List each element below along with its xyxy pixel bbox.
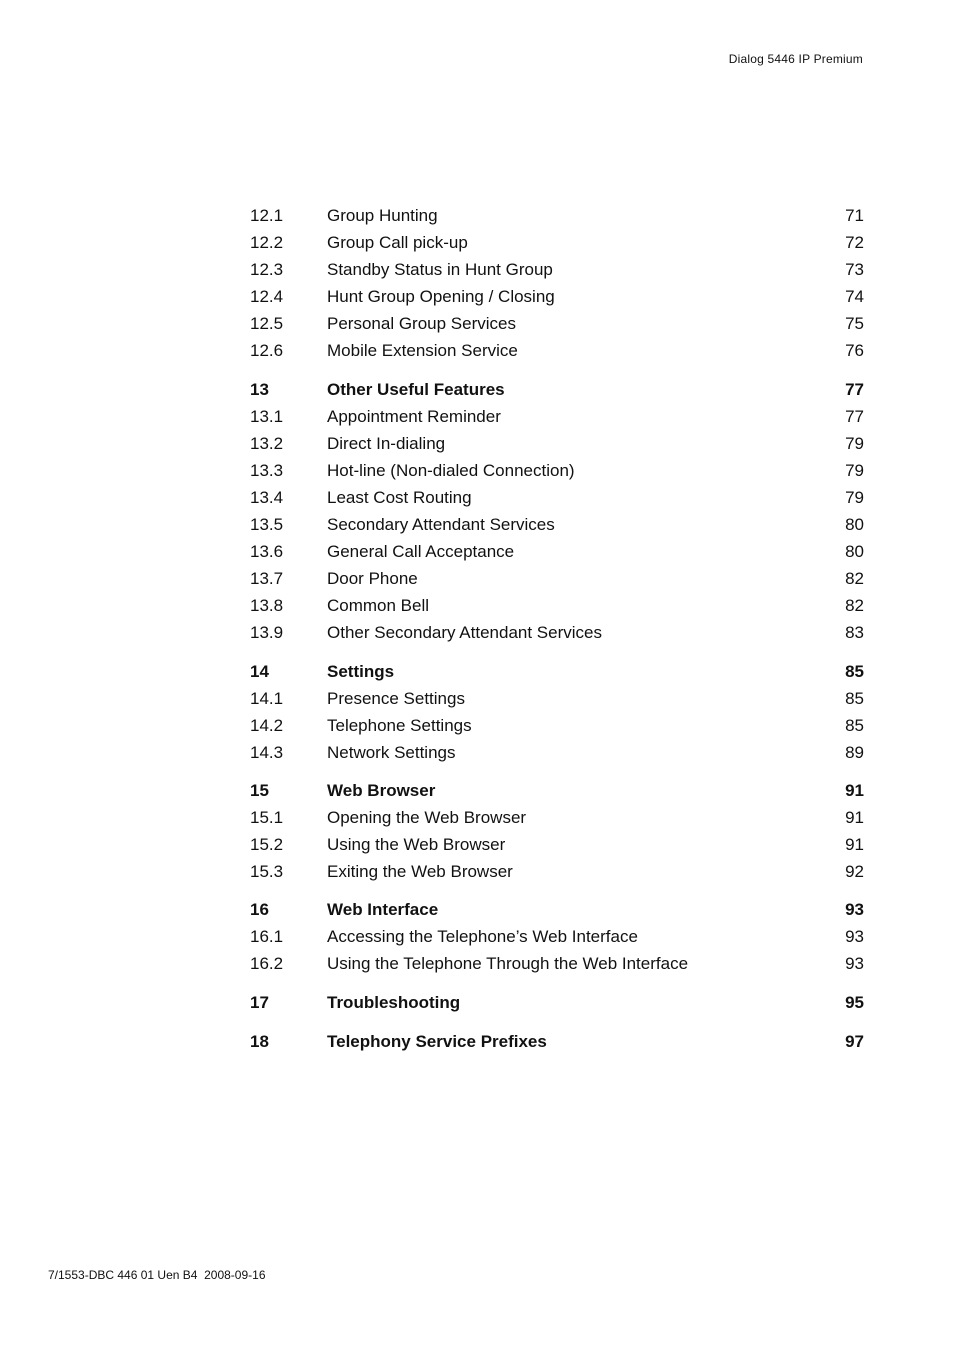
toc-entry-page-number: 93 bbox=[845, 954, 864, 974]
toc-entry-number: 13.7 bbox=[250, 569, 284, 589]
toc-entry-title: Direct In-dialing bbox=[327, 433, 446, 453]
toc-entry-page-number: 83 bbox=[845, 623, 864, 643]
toc-entry-page-number: 85 bbox=[845, 715, 864, 735]
toc-section-entry[interactable] bbox=[250, 619, 864, 646]
toc-entry-title: Common Bell bbox=[327, 596, 430, 616]
toc-entry-title: Door Phone bbox=[327, 569, 418, 589]
toc-section-entry[interactable] bbox=[250, 804, 864, 831]
toc-entry-title: Standby Status in Hunt Group bbox=[327, 260, 553, 280]
toc-entry-page-number: 79 bbox=[845, 487, 864, 507]
toc-section-entry[interactable] bbox=[250, 457, 864, 484]
toc-entry-page-number: 79 bbox=[845, 460, 864, 480]
toc-entry-number: 14.1 bbox=[250, 688, 284, 708]
toc-entry-page-number: 77 bbox=[845, 406, 864, 426]
toc-section-entry[interactable] bbox=[250, 310, 864, 337]
toc-entry-page-number: 85 bbox=[845, 688, 864, 708]
table-of-contents bbox=[250, 202, 864, 1055]
toc-entry-number: 16.2 bbox=[250, 954, 284, 974]
toc-section-entry[interactable] bbox=[250, 430, 864, 457]
toc-entry-title: Network Settings bbox=[327, 742, 456, 762]
toc-entry-number: 13.3 bbox=[250, 460, 284, 480]
toc-entry-number: 12.3 bbox=[250, 260, 284, 280]
toc-entry-title: Web Browser bbox=[327, 780, 436, 800]
footer-document-reference bbox=[48, 1268, 266, 1282]
toc-entry-number: 15.2 bbox=[250, 835, 284, 855]
toc-entry-page-number: 91 bbox=[845, 835, 864, 855]
toc-entry-title: Using the Web Browser bbox=[327, 835, 506, 855]
toc-entry-number: 13.6 bbox=[250, 542, 284, 562]
toc-entry-number: 12.6 bbox=[250, 341, 284, 361]
toc-section-entry[interactable] bbox=[250, 712, 864, 739]
toc-section-entry[interactable] bbox=[250, 923, 864, 950]
toc-entry-title: Accessing the Telephone’s Web Interface bbox=[327, 927, 638, 947]
toc-entry-page-number: 79 bbox=[845, 433, 864, 453]
toc-entry-title: Appointment Reminder bbox=[327, 406, 501, 426]
running-header-title: Dialog 5446 IP Premium bbox=[728, 52, 863, 66]
toc-section-entry[interactable] bbox=[250, 229, 864, 256]
toc-entry-number: 12.4 bbox=[250, 287, 284, 307]
toc-entry-page-number: 72 bbox=[845, 233, 864, 253]
toc-chapter-entry[interactable] bbox=[250, 777, 864, 804]
toc-entry-title: Using the Telephone Through the Web Interface bbox=[327, 954, 689, 974]
toc-entry-page-number: 73 bbox=[845, 260, 864, 280]
toc-entry-number: 14.3 bbox=[250, 742, 284, 762]
toc-chapter-entry[interactable] bbox=[250, 376, 864, 403]
toc-entry-page-number: 91 bbox=[845, 807, 864, 827]
toc-entry-page-number: 76 bbox=[845, 341, 864, 361]
toc-entry-title: Troubleshooting bbox=[327, 992, 461, 1012]
toc-entry-page-number: 80 bbox=[845, 515, 864, 535]
toc-entry-title: Group Hunting bbox=[327, 206, 438, 225]
toc-entry-number: 14 bbox=[250, 661, 269, 681]
toc-section-entry[interactable] bbox=[250, 337, 864, 364]
toc-entry-title: Telephony Service Prefixes bbox=[327, 1031, 547, 1051]
toc-chapter-entry[interactable] bbox=[250, 989, 864, 1016]
toc-entry-title: Personal Group Services bbox=[327, 314, 516, 334]
toc-entry-number: 12.5 bbox=[250, 314, 284, 334]
toc-entry-page-number: 71 bbox=[845, 206, 864, 225]
footer-date: 2008-09-16 bbox=[204, 1268, 266, 1282]
toc-entry-number: 15 bbox=[250, 780, 269, 800]
toc-entry-page-number: 77 bbox=[845, 379, 864, 399]
toc-entry-page-number: 97 bbox=[845, 1031, 864, 1051]
toc-entry-title: Secondary Attendant Services bbox=[327, 515, 555, 535]
toc-entry-number: 13.2 bbox=[250, 433, 284, 453]
toc-entry-number: 15.1 bbox=[250, 807, 284, 827]
toc-entry-title: Mobile Extension Service bbox=[327, 341, 518, 361]
toc-entry-number: 13.1 bbox=[250, 406, 284, 426]
toc-section-entry[interactable] bbox=[250, 484, 864, 511]
toc-chapter-entry[interactable] bbox=[250, 1028, 864, 1055]
toc-section-entry[interactable] bbox=[250, 403, 864, 430]
toc-entry-title: Hunt Group Opening / Closing bbox=[327, 287, 555, 307]
toc-entry-number: 17 bbox=[250, 992, 269, 1012]
toc-entry-number: 13.4 bbox=[250, 487, 284, 507]
toc-entry-number: 12.2 bbox=[250, 233, 284, 253]
toc-section-entry[interactable] bbox=[250, 202, 864, 229]
toc-section-entry[interactable] bbox=[250, 592, 864, 619]
toc-entry-number: 18 bbox=[250, 1031, 269, 1051]
toc-entry-page-number: 75 bbox=[845, 314, 864, 334]
toc-entry-page-number: 93 bbox=[845, 927, 864, 947]
toc-entry-page-number: 95 bbox=[845, 992, 864, 1012]
toc-section-entry[interactable] bbox=[250, 858, 864, 885]
footer-document-id: 7/1553-DBC 446 01 Uen B4 bbox=[48, 1268, 198, 1282]
toc-section-entry[interactable] bbox=[250, 685, 864, 712]
toc-entry-title: Settings bbox=[327, 661, 395, 681]
toc-entry-page-number: 93 bbox=[845, 900, 864, 920]
toc-entry-page-number: 74 bbox=[845, 287, 864, 307]
toc-entry-page-number: 82 bbox=[845, 569, 864, 589]
toc-entry-number: 13.5 bbox=[250, 515, 284, 535]
toc-section-entry[interactable] bbox=[250, 739, 864, 766]
toc-section-entry[interactable] bbox=[250, 831, 864, 858]
toc-entry-number: 16 bbox=[250, 900, 269, 920]
toc-entry-page-number: 89 bbox=[845, 742, 864, 762]
toc-entry-number: 16.1 bbox=[250, 927, 284, 947]
toc-section-entry[interactable] bbox=[250, 283, 864, 310]
toc-section-entry[interactable] bbox=[250, 950, 864, 977]
toc-entry-number: 14.2 bbox=[250, 715, 284, 735]
toc-entry-number: 13.9 bbox=[250, 623, 284, 643]
toc-entry-page-number: 92 bbox=[845, 862, 864, 882]
toc-entry-page-number: 91 bbox=[845, 780, 864, 800]
toc-entry-number: 13 bbox=[250, 379, 269, 399]
toc-section-entry[interactable] bbox=[250, 565, 864, 592]
toc-entry-title: Group Call pick-up bbox=[327, 233, 468, 253]
toc-section-entry[interactable] bbox=[250, 256, 864, 283]
toc-chapter-entry[interactable] bbox=[250, 658, 864, 685]
toc-entry-title: Web Interface bbox=[327, 900, 439, 920]
toc-entry-title: Opening the Web Browser bbox=[327, 807, 527, 827]
toc-entry-number: 12.1 bbox=[250, 206, 284, 225]
toc-entry-page-number: 82 bbox=[845, 596, 864, 616]
toc-entry-title: Presence Settings bbox=[327, 688, 465, 708]
toc-entry-number: 13.8 bbox=[250, 596, 284, 616]
toc-section-entry[interactable] bbox=[250, 511, 864, 538]
toc-section-entry[interactable] bbox=[250, 538, 864, 565]
toc-entry-title: Hot-line (Non-dialed Connection) bbox=[327, 460, 575, 480]
toc-entry-title: Least Cost Routing bbox=[327, 487, 472, 507]
toc-entry-title: Other Secondary Attendant Services bbox=[327, 623, 602, 643]
toc-entry-page-number: 80 bbox=[845, 542, 864, 562]
toc-entry-page-number: 85 bbox=[845, 661, 864, 681]
toc-entry-title: Telephone Settings bbox=[327, 715, 472, 735]
toc-entry-title: Other Useful Features bbox=[327, 379, 505, 399]
toc-entry-title: General Call Acceptance bbox=[327, 542, 515, 562]
toc-entry-number: 15.3 bbox=[250, 862, 284, 882]
toc-entry-title: Exiting the Web Browser bbox=[327, 862, 513, 882]
toc-chapter-entry[interactable] bbox=[250, 896, 864, 923]
